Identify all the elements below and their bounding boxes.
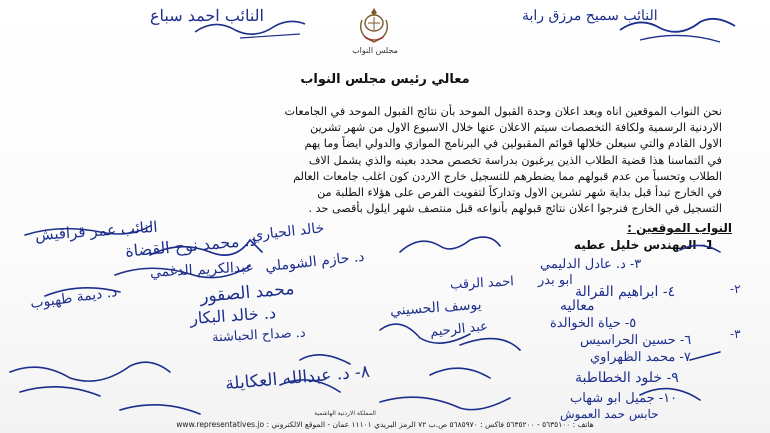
signers-label: النواب الموقعين : bbox=[627, 221, 732, 235]
signature: ٤- ابراهيم القرالة bbox=[575, 284, 676, 300]
signature: احمد الرقب bbox=[449, 274, 515, 293]
emblem-caption: مجلس النواب bbox=[352, 46, 398, 55]
signature: حابس حمد العموش bbox=[560, 407, 659, 421]
signature: ابو بدر bbox=[538, 273, 573, 288]
signature: د. خالد البكار bbox=[189, 303, 277, 328]
body-line: في التماسنا هذا قضية الطلاب الذين يرغبون بدراسة تخصص محدد بعينه والذي يشمل الاف bbox=[308, 153, 722, 167]
signature: ٨- د. عبدالله العكايلة bbox=[224, 361, 371, 395]
signature: ٢- bbox=[730, 282, 741, 296]
header-left-handwriting: النائب احمد سباع bbox=[150, 6, 264, 25]
signature: ٩- خلود الخطاطبة bbox=[575, 370, 679, 386]
letter-title: معالي رئيس مجلس النواب bbox=[300, 72, 470, 87]
signature: عبد الرحيم bbox=[429, 319, 489, 340]
signature: النائب عمر قراقيش bbox=[34, 217, 159, 245]
signature: د. حازم الشوملي bbox=[264, 248, 366, 276]
header-right-handwriting: النائب سميح مرزق رابة bbox=[522, 8, 658, 24]
signature: ١٠- جميل ابو شهاب bbox=[570, 391, 678, 406]
body-line: في الخارج تبدأ قبل بداية شهر تشرين الاول وتداركاً لتفويت الفرص على هؤلاء الطلبة من bbox=[317, 186, 722, 200]
footer-org: المملكة الاردنية الهاشمية bbox=[314, 410, 376, 417]
signature: ٣- bbox=[730, 327, 741, 341]
signature: ٧- محمد الظهراوي bbox=[590, 350, 691, 365]
body-line: نحن النواب الموقعين اناه وبعد اعلان وحدة القبول الموحد بأن نتائج القبول الموحد في الجامعات bbox=[284, 105, 722, 118]
body-line: الاول القادم والتي سيعلن خلالها قوائم المقبولين في البرنامج الموازي والدولي ايضاً وما يهم bbox=[304, 137, 722, 151]
body-line: التسجيل في الخارج فنرجوا اعلان نتائج قبولهم بأنواعه قبل منتصف شهر ايلول بأقصى حد . bbox=[308, 202, 722, 216]
signature: محمد الصقور bbox=[199, 278, 296, 308]
signature: خالد الحياري bbox=[251, 220, 326, 244]
signature: عبدالكريم الدغمي bbox=[149, 259, 255, 281]
signature: ٥- حياة الخوالدة bbox=[550, 316, 637, 331]
signature: د. صداح الحباشنة bbox=[211, 325, 307, 346]
first-signer: 1- المهندس خليل عطيه bbox=[573, 238, 714, 252]
signature: د. ديمة طهبوب bbox=[29, 283, 119, 313]
signature: ٣- د. عادل الدليمي bbox=[540, 257, 642, 272]
signature: د. محمد نوح القضاة bbox=[124, 230, 258, 261]
signature: معاليه bbox=[560, 298, 595, 314]
signature: يوسف الحسيني bbox=[389, 296, 483, 320]
body-line: الاردنية الرسمية ولكافة التخصصات سيتم الاعلان عنها خلال الاسبوع الاول من شهر تشرين bbox=[310, 121, 722, 135]
signature: ٦- حسين الحراسيس bbox=[580, 333, 692, 348]
footer-contact: هاتف : ٥٦٣٥١٠٠ - ٥٦٣٥٢٠٠ فاكس : ٥٦٨٥٩٧٠ ص.ب ٧٢ الرمز البريدي ١١١٠١ عمان - الموقع الالكتروني : www.representatives.jo bbox=[176, 420, 594, 429]
body-line: الطلاب وتحسباً من عدم قبولهم مما يضطرهم للتسجيل خارج الاردن كون اغلب جامعات العالم bbox=[293, 169, 722, 183]
